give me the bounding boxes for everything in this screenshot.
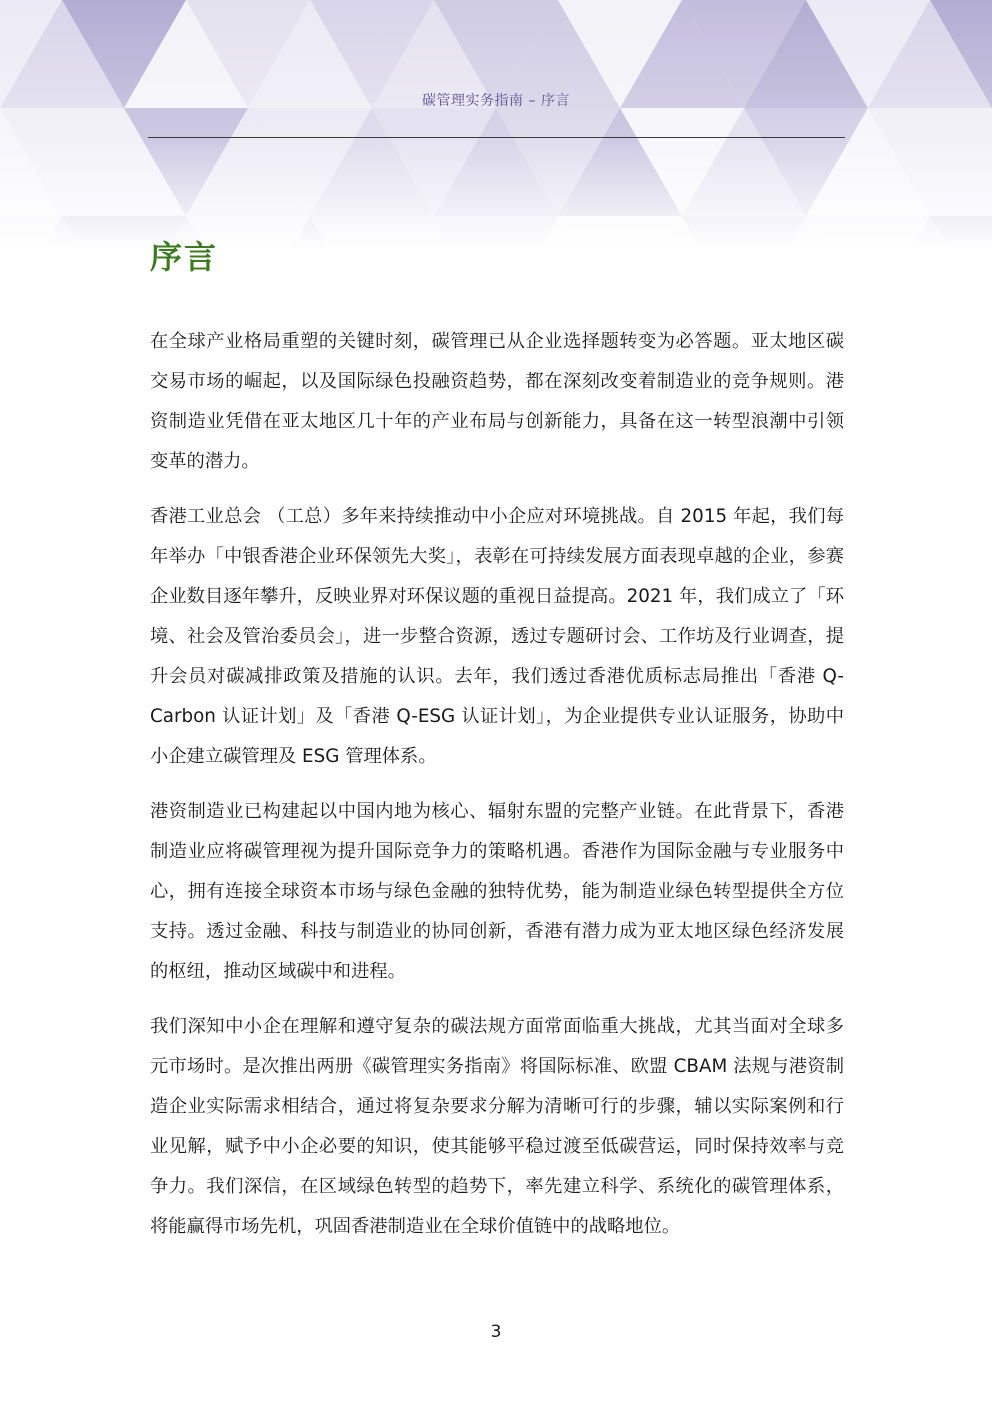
paragraph: 香港工业总会 （工总）多年来持续推动中小企应对环境挑战。自 2015 年起，我们每年举办「中银香港企业环保领先大奖」，表彰在可持续发展方面表现卓越的企业，参赛企业数目逐年攀升，反映业界对环保议题的重视日益提高。2021 年，我们成立了「环境、社会及管治委员会」，进一步整合资源，透过专题研讨会、工作坊及行业调查，提升会员对碳减排政策及措施的认识。去年，我们透过香港优质标志局推出「香港 Q-Carbon 认证计划」及「香港 Q-ESG 认证计划」，为企业提供专业认证服务，协助中小企建立碳管理及 ESG 管理体系。 [150,506,844,767]
body-text [150,322,844,1262]
page-title: 序言 [150,238,219,276]
paragraph: 港资制造业已构建起以中国内地为核心、辐射东盟的完整产业链。在此背景下，香港制造业应将碳管理视为提升国际竞争力的策略机遇。香港作为国际金融与专业服务中心，拥有连接全球资本市场与绿色金融的独特优势，能为制造业绿色转型提供全方位支持。透过金融、科技与制造业的协同创新，香港有潜力成为亚太地区绿色经济发展的枢纽，推动区域碳中和进程。 [150,801,844,982]
header-divider [148,137,845,138]
page-number: 3 [490,1322,502,1342]
running-header: 碳管理实务指南 – 序言 [422,93,570,109]
paragraph: 我们深知中小企在理解和遵守复杂的碳法规方面常面临重大挑战，尤其当面对全球多元市场时。是次推出两册《碳管理实务指南》将国际标准、欧盟 CBAM 法规与港资制造企业实际需求相结合，通过将复杂要求分解为清晰可行的步骤，辅以实际案例和行业见解，赋予中小企必要的知识，使其能够平稳过渡至低碳营运，同时保持效率与竞争力。我们深信，在区域绿色转型的趋势下，率先建立科学、系统化的碳管理体系，将能赢得市场先机，巩固香港制造业在全球价值链中的战略地位。 [150,1016,844,1237]
header-triangle-pattern [0,0,992,250]
paragraph: 在全球产业格局重塑的关键时刻，碳管理已从企业选择题转变为必答题。亚太地区碳交易市场的崛起，以及国际绿色投融资趋势，都在深刻改变着制造业的竞争规则。港资制造业凭借在亚太地区几十年的产业布局与创新能力，具备在这一转型浪潮中引领变革的潜力。 [150,331,844,472]
